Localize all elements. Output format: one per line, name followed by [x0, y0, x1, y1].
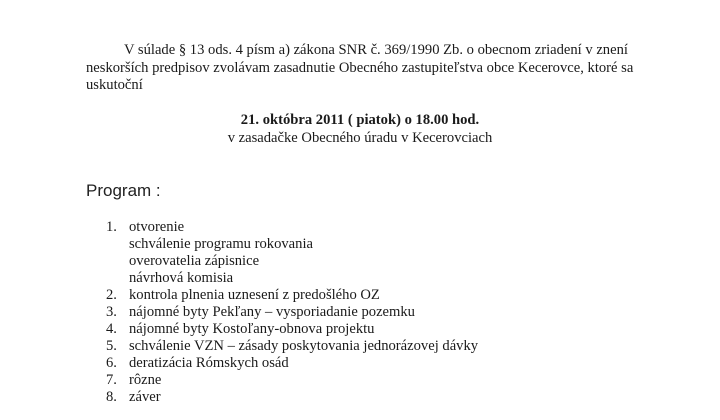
- agenda-item-number: 2.: [106, 287, 117, 303]
- agenda-item: [106, 355, 478, 372]
- meeting-location: v zasadačke Obecného úradu v Kecerovciach: [227, 130, 493, 146]
- agenda-item-number: 3.: [106, 304, 117, 320]
- agenda-item-label: kontrola plnenia uznesení z predošlého OZ: [129, 287, 380, 303]
- program-title: Program :: [86, 181, 161, 200]
- agenda-item: [106, 338, 478, 355]
- agenda-item-label: rôzne: [129, 372, 162, 388]
- agenda-item-number: 6.: [106, 355, 117, 371]
- agenda-item-number: 4.: [106, 321, 117, 337]
- agenda-item: [106, 389, 478, 406]
- intro-text: V súlade § 13 ods. 4 písm a) zákona SNR č. 369/1990 Zb. o obecnom zriadení v znení neskorších predpisov zvolávam zasadnutie Obecného zastupiteľstva obce Kecerovce, ktoré sa uskutoční: [86, 42, 634, 93]
- agenda-item: [106, 287, 478, 304]
- cut-off-heading: [0, 0, 720, 7]
- agenda-item-label: schválenie VZN – zásady poskytovania jednorázovej dávky: [129, 338, 479, 354]
- agenda-item: [106, 321, 478, 338]
- agenda-item-label: otvorenie: [129, 219, 185, 235]
- meeting-info: [0, 111, 720, 147]
- agenda-item: [106, 372, 478, 389]
- agenda-item-number: 7.: [106, 372, 117, 388]
- agenda-item-label: nájomné byty Kostoľany-obnova projektu: [129, 321, 375, 337]
- intro-paragraph: [86, 42, 646, 95]
- agenda-item-number: 1.: [106, 219, 117, 235]
- agenda-list: [106, 219, 478, 406]
- agenda-item-label: deratizácia Rómskych osád: [129, 355, 289, 371]
- meeting-date-time: 21. októbra 2011 ( piatok) o 18.00 hod.: [240, 112, 480, 128]
- agenda-item-number: 8.: [106, 389, 117, 405]
- agenda-item-number: 5.: [106, 338, 117, 354]
- agenda-item-label: záver: [129, 389, 161, 405]
- agenda-subitem: návrhová komisia: [129, 270, 234, 286]
- agenda-subitem: schválenie programu rokovania: [129, 236, 313, 252]
- agenda-item: [106, 304, 478, 321]
- agenda-subitem: overovatelia zápisnice: [129, 253, 260, 269]
- agenda-item: [106, 219, 478, 287]
- agenda-item-label: nájomné byty Pekľany – vysporiadanie pozemku: [129, 304, 415, 320]
